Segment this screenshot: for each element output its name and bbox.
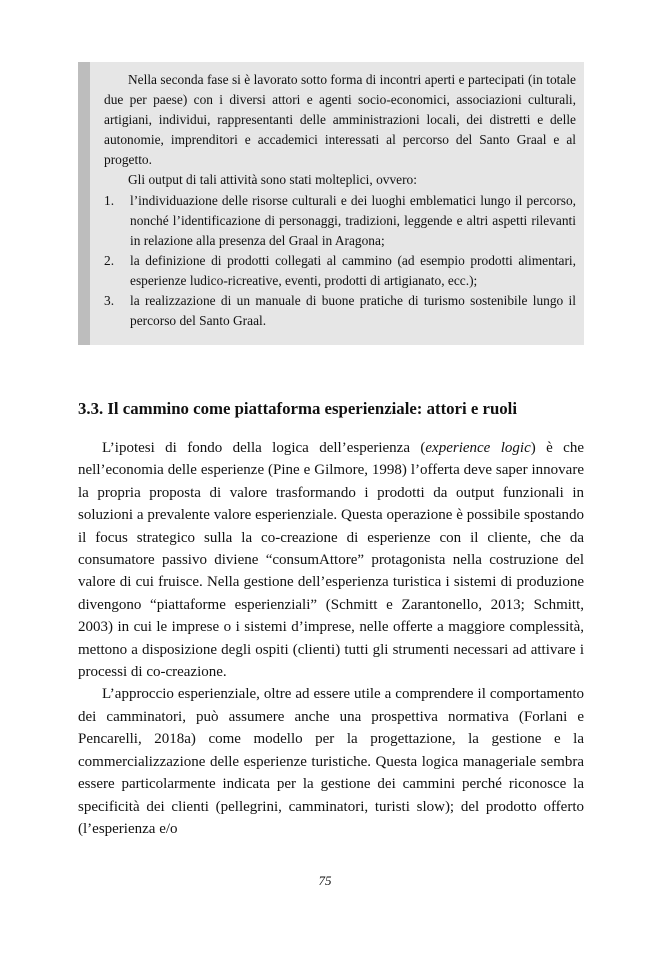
- section-heading: 3.3. Il cammino come piattaforma esperienziale: attori e ruoli: [78, 399, 517, 418]
- body-paragraph: [78, 437, 584, 683]
- emphasis-term: experience logic: [425, 440, 531, 456]
- list-item: [104, 291, 576, 331]
- box-paragraph: Nella seconda fase si è lavorato sotto forma di incontri aperti e partecipati (in totale due per paese) con i diversi attori e agenti socio-economici, associazioni culturali, artigiani, individui, rappresentanti delle amministrazioni locali, dei distretti e delle autonomie, imprenditori e accademici interessati al percorso del Santo Graal e al progetto.: [104, 72, 576, 168]
- list-item-number: 1.: [104, 192, 115, 208]
- body-paragraph: L’approccio esperienziale, oltre ad essere utile a comprendere il comportamento dei camminatori, può assumere anche una prospettiva normativa (Forlani e Pencarelli, 2018a) come modello per la progettazione, la gestione e la commercializzazione delle esperienze turistiche. Questa logica manageriale sembra essere particolarmente indicata per la gestione dei cammini perché riconosce la specificità dei clienti (pellegrini, camminatori, turisti slow); del prodotto offerto (l’esperienza e/o: [78, 686, 584, 837]
- body-text-segment: L’ipotesi di fondo della logica dell’esperienza (: [102, 440, 426, 456]
- list-item: [104, 251, 576, 291]
- list-item: [104, 191, 576, 251]
- section-body: [78, 437, 584, 840]
- list-item-text: la realizzazione di un manuale di buone pratiche di turismo sostenibile lungo il percorso del Santo Graal.: [130, 293, 576, 329]
- list-item-text: l’individuazione delle risorse culturali e dei luoghi emblematici lungo il percorso, nonché l’identificazione di personaggi, tradizioni, leggende e altri aspetti rilevanti in relazione alla presenza del Graal in Aragona;: [130, 192, 576, 248]
- box-content: [104, 70, 576, 331]
- box-side-bar: [78, 62, 90, 345]
- page-number: 75: [318, 873, 332, 888]
- list-item-number: 2.: [104, 252, 115, 268]
- output-list: [104, 191, 576, 332]
- box-paragraph: Gli output di tali attività sono stati molteplici, ovvero:: [128, 172, 417, 188]
- body-text-segment: ) è che nell’economia delle esperienze (Pine e Gilmore, 1998) l’offerta deve saper innovare la propria proposta di valore trasformando i prodotti da output funzionali in soluzioni a prevalente valore esperienziale. Questa operazione è possibile spostando il focus strategico sulla la co-creazione di esperienze con il cliente, che da consumatore passivo diviene “consumAttore” protagonista nella costruzione del valore di cui fruisce. Nella gestione dell’esperienza turistica i sistemi di produzione divengono “piattaforme esperienziali” (Schmitt e Zarantonello, 2013; Schmitt, 2003) in cui le imprese o i sistemi d’imprese, nelle offerte a maggiore complessità, mettono a disposizione degli ospiti (clienti) tutti gli strumenti necessari ad attivare i processi di co-creazione.: [78, 440, 584, 681]
- case-study-box: [78, 62, 584, 345]
- list-item-number: 3.: [104, 293, 115, 309]
- list-item-text: la definizione di prodotti collegati al cammino (ad esempio prodotti alimentari, esperienze ludico-ricreative, eventi, prodotti di artigianato, ecc.);: [130, 252, 576, 288]
